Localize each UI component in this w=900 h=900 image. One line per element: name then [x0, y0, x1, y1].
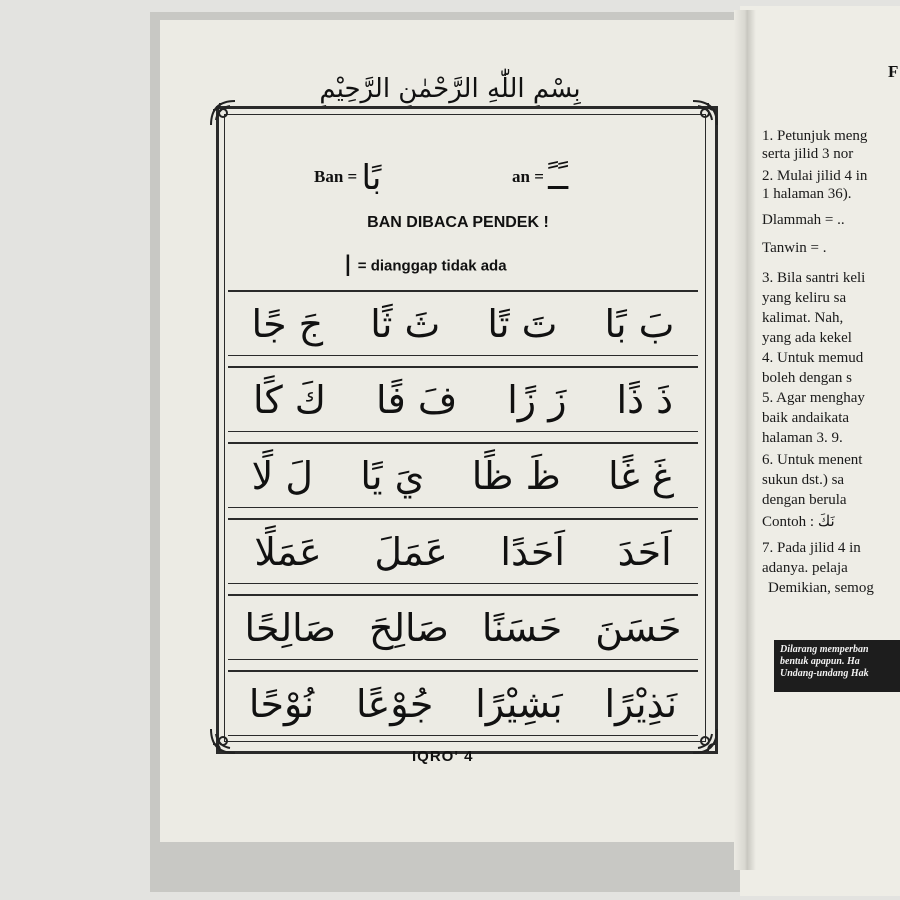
right-line: 1. Petunjuk meng [762, 128, 868, 144]
arabic-cell: تَ تًا [487, 301, 558, 346]
warning-line: Dilarang memperban [780, 644, 869, 655]
table-row [228, 442, 698, 508]
arabic-cell: ظَ ظًا [471, 453, 561, 498]
page-footer: IQRO' 4 [412, 748, 474, 765]
copyright-warning-box [774, 640, 900, 692]
table-row [228, 290, 698, 356]
ban-arabic: بًا [361, 158, 382, 198]
arabic-cell: نَذِيْرًا [604, 681, 678, 726]
ban-label: Ban = [314, 166, 358, 186]
right-line: sukun dst.) sa [762, 472, 845, 488]
right-line: dengan berula [762, 492, 847, 508]
table-row [228, 366, 698, 432]
right-line: 6. Untuk menent [762, 452, 863, 468]
right-line: Dlammah = .. [762, 212, 845, 228]
an-label: an = [512, 166, 544, 186]
an-marks: ـًـً [548, 158, 569, 198]
ornament-corner-icon [208, 98, 238, 128]
right-line: serta jilid 3 nor [762, 146, 854, 162]
book-gutter [734, 10, 756, 870]
right-line: 7. Pada jilid 4 in [762, 540, 861, 556]
arabic-cell: صَالِحًا [244, 605, 336, 650]
table-row [228, 518, 698, 584]
right-line: kalimat. Nah, [762, 310, 844, 326]
arabic-cell: اَحَدَ [617, 529, 672, 574]
arabic-cell: ذَ ذًا [616, 377, 674, 422]
letter-table [228, 290, 698, 746]
warning-line: Undang-undang Hak [780, 668, 869, 679]
arabic-cell: غَ غًا [608, 453, 675, 498]
arabic-cell: بَشِيْرًا [475, 681, 563, 726]
right-page-title: F [888, 62, 899, 81]
arabic-cell: كَ كًا [252, 377, 327, 422]
arabic-cell: اَحَدًا [500, 529, 565, 574]
right-line: boleh dengan s [762, 370, 852, 386]
arabic-cell: فَ فًا [376, 377, 458, 422]
right-line: Demikian, semog [768, 580, 874, 596]
ornament-corner-icon [690, 98, 720, 128]
arabic-cell: جُوْعًا [356, 681, 434, 726]
right-line: 2. Mulai jilid 4 in [762, 168, 868, 184]
right-line: Tanwin = . [762, 240, 827, 256]
arabic-cell: جَ جًا [251, 301, 324, 346]
arabic-cell: عَمَلَ [374, 529, 448, 574]
arabic-cell: عَمَلًا [254, 529, 322, 574]
table-row [228, 594, 698, 660]
right-line: yang ada kekel [762, 330, 852, 346]
arabic-cell: نُوْحًا [248, 681, 315, 726]
right-line: adanya. pelaja [762, 560, 848, 576]
table-row [228, 670, 698, 736]
arabic-cell: زَ زًا [507, 377, 567, 422]
notice-heading: BAN DIBACA PENDEK ! [367, 214, 549, 231]
right-line: 3. Bila santri keli [762, 270, 866, 286]
arabic-cell: حَسَنَ [595, 605, 682, 650]
example-an [512, 158, 568, 198]
alif-note-text: = dianggap tidak ada [357, 257, 507, 275]
basmala-heading: بِسْمِ اللّٰهِ الرَّحْمٰنِ الرَّحِيْمِ [319, 74, 581, 104]
arabic-cell: لَ لًا [251, 453, 314, 498]
warning-line: bentuk apapun. Ha [780, 656, 860, 667]
right-line: 5. Agar menghay [762, 390, 865, 406]
right-line: Contoh : نَكَ [762, 514, 835, 530]
right-line: yang keliru sa [762, 290, 847, 306]
right-line: baik andaikata [762, 410, 850, 426]
right-line: 4. Untuk memud [762, 350, 864, 366]
arabic-cell: يَ يًا [360, 453, 425, 498]
arabic-cell: بَ بًا [604, 301, 675, 346]
arabic-cell: ثَ ثًا [370, 301, 441, 346]
alif-letter: ا [344, 250, 352, 283]
right-line: 1 halaman 36). [762, 186, 852, 202]
arabic-cell: حَسَنًا [481, 605, 563, 650]
example-ban [314, 158, 381, 198]
right-line: halaman 3. 9. [762, 430, 843, 446]
alif-note [344, 250, 507, 283]
arabic-cell: صَالِحَ [368, 605, 449, 650]
